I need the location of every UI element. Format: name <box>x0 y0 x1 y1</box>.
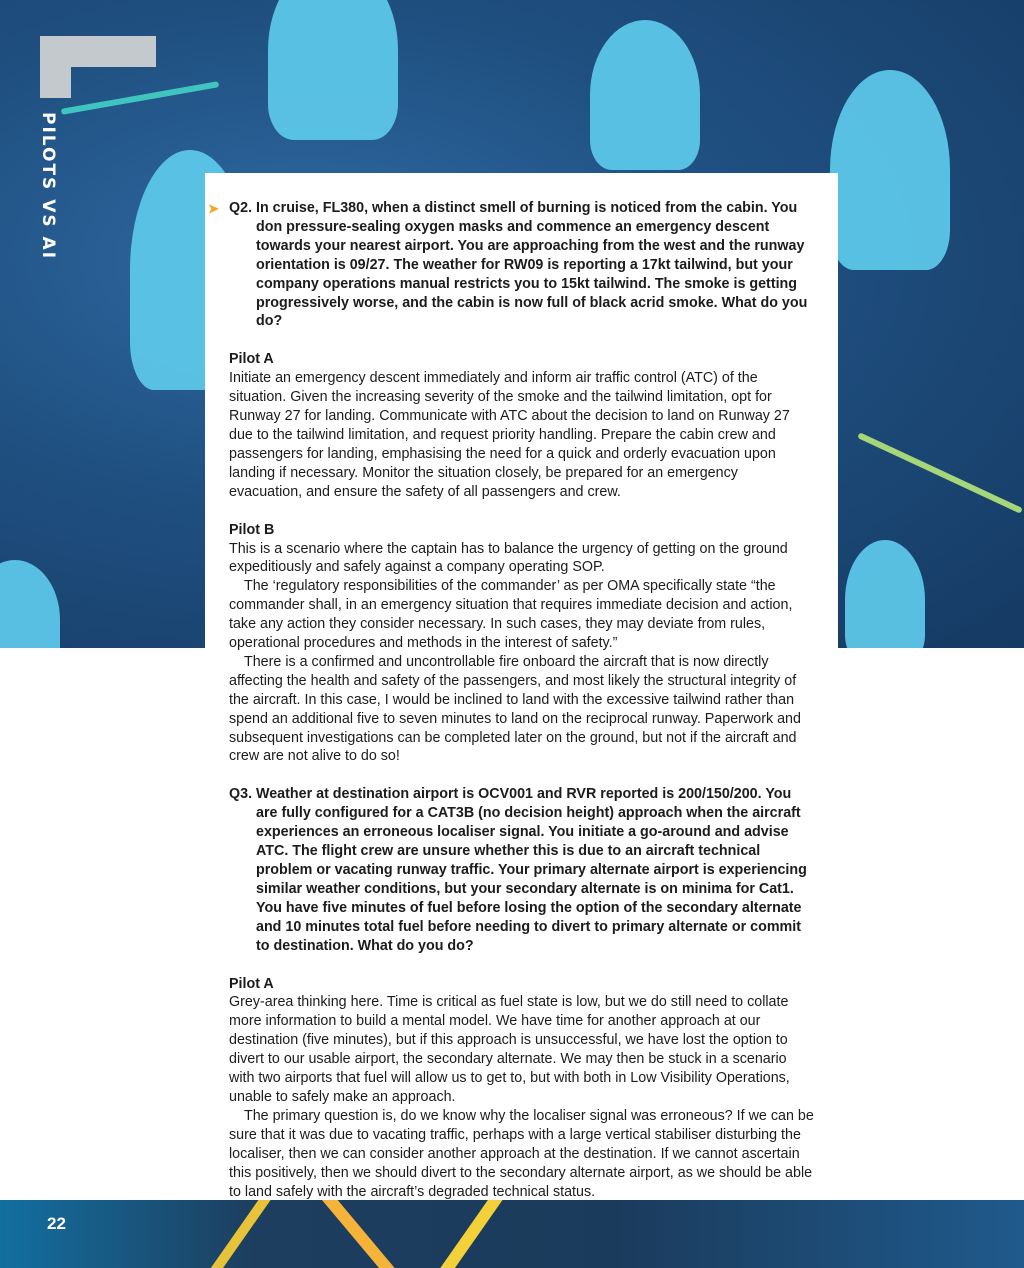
person-figure <box>590 20 700 170</box>
answer-paragraph: This is a scenario where the captain has to balance the urgency of getting on the ground expeditiously and safely against a company operating SOP. <box>229 540 788 576</box>
person-figure <box>845 540 925 648</box>
person-figure <box>830 70 950 270</box>
answer-paragraph: The primary question is, do we know why the localiser signal was erroneous? If we can be sure that it was due to vacating traffic, perhaps with a large vertical stabiliser disturbing the localiser, then we can consider another approach at the destination. If we cannot ascertain this positively, then we should divert to the secondary alternate airport, as we should be able to land safely with the aircraft’s degraded technical status. <box>229 1107 814 1200</box>
question-number: Q3. <box>229 786 253 803</box>
section-title: PILOTS VS AI <box>38 112 58 261</box>
article-body <box>208 199 814 1201</box>
person-figure <box>0 560 60 648</box>
question-q3 <box>229 785 814 955</box>
question-q2 <box>208 199 814 331</box>
glow-line <box>431 1200 510 1268</box>
pilot-a-heading: Pilot A <box>229 351 274 368</box>
question-number: Q2. <box>229 200 253 216</box>
answer-paragraph: The ‘regulatory responsibilities of the commander’ as per OMA specifically state “the commander shall, in an emergency situation that requires immediate decision and action, take any action they consider necessary. In such cases, they may deviate from rules, operational procedures and methods in the interest of safety.” <box>229 578 793 652</box>
glow-line <box>317 1200 403 1268</box>
arrow-bullet-icon: ➤ <box>208 201 219 216</box>
section-logo <box>40 36 71 98</box>
page-number: 22 <box>47 1214 66 1233</box>
question-text: In cruise, FL380, when a distinct smell of burning is noticed from the cabin. You don pressure-sealing oxygen masks and commence an emergency descent towards your nearest airport. You are approaching from the west and the runway orientation is 09/27. The weather for RW09 is reporting a 17kt tailwind, but your company operations manual restricts you to 15kt tailwind. The smoke is getting progressively worse, and the cabin is now full of black acrid smoke. What do you do? <box>256 200 808 330</box>
glow-line <box>201 1200 278 1268</box>
answer-paragraph: Grey-area thinking here. Time is critical as fuel state is low, but we do still need to collate more information to build a mental model. We have time for another approach at our destination (five minutes), but if this approach is unsuccessful, we have lost the option to divert to our usable airport, the secondary alternate. We may then be stuck in a scenario with two airports that fuel will allow us to get to, but with both in Low Visibility Operations, unable to safely make an approach. <box>229 994 790 1105</box>
person-figure <box>268 0 398 140</box>
pilot-b-heading: Pilot B <box>229 521 275 538</box>
footer-background-image <box>0 1200 1024 1268</box>
answer-paragraph: Initiate an emergency descent immediately and inform air traffic control (ATC) of the situation. Given the increasing severity of the smoke and the tailwind limitation, opt for Runway 27 for landing. Communicate with ATC about the decision to land on Runway 27 due to the tailwind limitation, and request priority handling. Prepare the cabin crew and passengers for landing, emphasising the need for a quick and orderly evacuation upon landing if necessary. Monitor the situation closely, be prepared for an emergency evacuation, and ensure the safety of all passengers and crew. <box>229 370 790 500</box>
glow-line <box>857 432 1023 514</box>
pilot-a-heading: Pilot A <box>229 975 274 992</box>
glow-line <box>61 81 220 115</box>
answer-paragraph: There is a confirmed and uncontrollable fire onboard the aircraft that is now directly affecting the health and safety of the passengers, and most likely the structural integrity of the aircraft. In this case, I would be inclined to land with the excessive tailwind rather than spend an additional five to seven minutes to land on the reciprocal runway. Paperwork and subsequent investigations can be completed later on the ground, but not if the aircraft and crew are not alive to do so! <box>229 653 801 765</box>
question-text: Weather at destination airport is OCV001 and RVR reported is 200/150/200. You are fully configured for a CAT3B (no decision height) approach when the aircraft experiences an erroneous localiser signal. You initiate a go-around and advise ATC. The flight crew are unsure whether this is due to an aircraft technical problem or vacating runway traffic. Your primary alternate airport is experiencing similar weather conditions, but your secondary alternate is on minima for Cat1. You have five minutes of fuel before losing the option of the secondary alternate and 10 minutes total fuel before needing to divert to primary alternate or commit to destination. What do you do? <box>256 786 807 954</box>
